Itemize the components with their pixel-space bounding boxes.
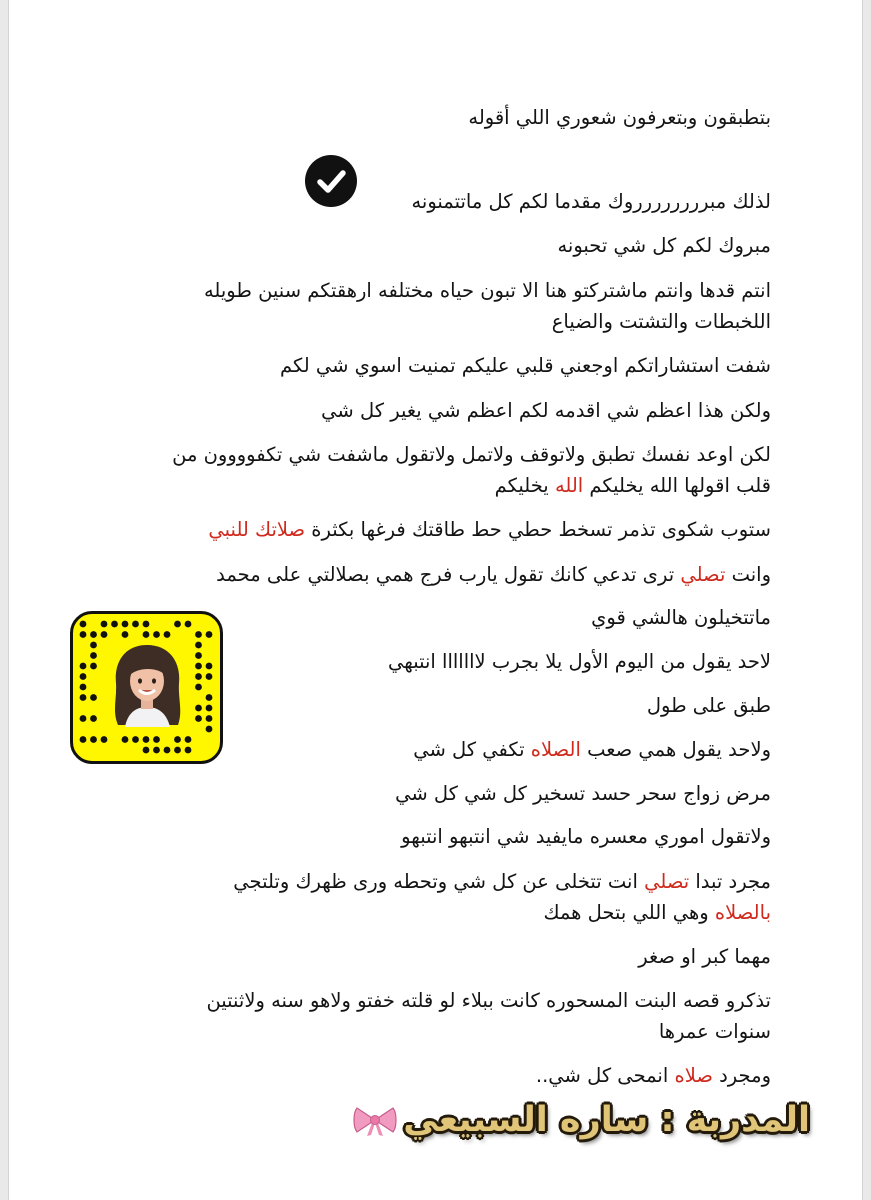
highlight-word: صلاه xyxy=(674,1064,713,1087)
text-line-11: وانت تصلي ترى تدعي كانك تقول يارب فرج همي بصلالتي على محمد xyxy=(216,563,771,586)
text-line-20: مهما كبر او صغر xyxy=(638,945,771,968)
text-line-23: ومجرد صلاه انمحى كل شي.. xyxy=(535,1064,771,1087)
text-line-7: ولكن هذا اعظم شي اقدمه لكم اعظم شي يغير كل شي xyxy=(321,399,771,422)
text-line-16: مرض زواج سحر حسد تسخير كل شي كل شي xyxy=(395,782,771,805)
bow-icon xyxy=(353,1103,397,1137)
text-line-9: قلب اقولها الله يخليكم الله يخليكم xyxy=(494,474,771,497)
text-line-14: طبق على طول xyxy=(646,694,771,717)
text-line-1: بتطبقون وبتعرفون شعوري اللي أقوله xyxy=(468,106,771,129)
signature-text: المدربة : ساره السبيعي xyxy=(403,1100,810,1140)
text-line-4: انتم قدها وانتم ماشتركتو هنا الا تبون حياه مختلفه ارهقتكم سنين طويله xyxy=(203,279,771,302)
page-left-edge xyxy=(8,0,9,1200)
highlight-word: بالصلاه xyxy=(714,901,771,924)
text-line-18: مجرد تبدا تصلي انت تتخلى عن كل شي وتحطه ورى ظهرك وتلتجي xyxy=(233,870,771,893)
snapcode-icon xyxy=(70,611,223,764)
text-line-13: لاحد يقول من اليوم الأول يلا بجرب لااااااا انتبهي xyxy=(387,650,771,673)
text-line-3: مبروك لكم كل شي تحبونه xyxy=(557,234,771,257)
page-right-edge xyxy=(862,0,863,1200)
text-line-8: لكن اوعد نفسك تطبق ولاتوقف ولاتمل ولاتقول ماشفت شي تكفوووون من xyxy=(172,443,771,466)
highlight-word: صلاتك للنبي xyxy=(208,518,306,541)
text-line-15: ولاحد يقول همي صعب الصلاه تكفي كل شي xyxy=(413,738,771,761)
text-line-19: بالصلاه وهي اللي بتحل همك xyxy=(543,901,771,924)
text-line-2: لذلك مبرررررررروك مقدما لكم كل ماتتمنونه xyxy=(411,190,771,213)
check-circle-icon xyxy=(305,155,357,207)
text-line-22: سنوات عمرها xyxy=(658,1020,771,1043)
text-line-10: ستوب شكوى تذمر تسخط حطي حط طاقتك فرغها بكثرة صلاتك للنبي xyxy=(208,518,771,541)
highlight-word: الله xyxy=(554,474,584,497)
text-line-12: ماتتخيلون هالشي قوي xyxy=(591,606,771,629)
text-line-5: اللخبطات والتشتت والضياع xyxy=(551,310,771,333)
avatar xyxy=(110,641,185,736)
text-line-17: ولاتقول اموري معسره مايفيد شي انتبهو انتبهو xyxy=(401,825,771,848)
signature xyxy=(290,1090,810,1150)
text-line-6: شفت استشاراتكم اوجعني قلبي عليكم تمنيت اسوي شي لكم xyxy=(280,354,771,377)
highlight-word: تصلي xyxy=(680,563,726,586)
text-line-21: تذكرو قصه البنت المسحوره كانت ببلاء لو قلته خفتو ولاهو سنه ولاثنتين xyxy=(206,989,771,1012)
highlight-word: الصلاه xyxy=(530,738,581,761)
highlight-word: تصلي xyxy=(644,870,690,893)
